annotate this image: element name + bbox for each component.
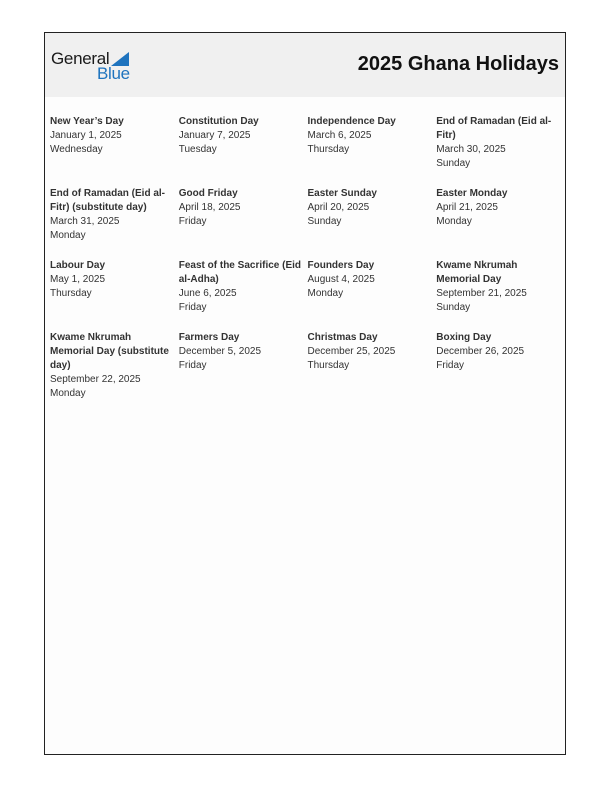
holiday-name: End of Ramadan (Eid al-Fitr)	[436, 116, 552, 141]
holiday-entry	[308, 115, 437, 171]
holiday-entry	[50, 331, 179, 401]
holiday-name: Christmas Day	[307, 332, 378, 343]
holiday-entry	[436, 331, 565, 401]
holiday-name: New Year’s Day	[50, 116, 124, 127]
holiday-name: Kwame Nkrumah Memorial Day (substitute day)	[50, 332, 169, 371]
holiday-name: Boxing Day	[436, 332, 492, 343]
holiday-name: Easter Sunday	[307, 188, 377, 199]
holiday-weekday: Monday	[50, 388, 86, 399]
holiday-entry	[436, 259, 565, 315]
holiday-date: April 20, 2025	[307, 202, 370, 213]
holiday-weekday: Sunday	[307, 216, 342, 227]
holiday-weekday: Thursday	[50, 288, 92, 299]
holiday-weekday: Tuesday	[178, 144, 217, 155]
holiday-name: Farmers Day	[178, 332, 240, 343]
holiday-row	[50, 331, 565, 401]
holiday-date: April 21, 2025	[436, 202, 498, 213]
holiday-entry	[50, 115, 179, 171]
holiday-weekday: Friday	[178, 302, 207, 313]
holiday-date: January 7, 2025	[178, 130, 251, 141]
holiday-weekday: Friday	[178, 216, 207, 227]
holiday-name: Good Friday	[178, 188, 238, 199]
holiday-date: December 26, 2025	[436, 346, 525, 357]
holiday-date: September 22, 2025	[50, 374, 141, 385]
holiday-date: March 6, 2025	[307, 130, 372, 141]
holiday-entry	[179, 115, 308, 171]
holiday-date: May 1, 2025	[50, 274, 106, 285]
calendar-page	[44, 32, 566, 755]
holiday-weekday: Monday	[307, 288, 344, 299]
holiday-weekday: Friday	[436, 360, 465, 371]
holiday-weekday: Thursday	[307, 360, 350, 371]
holiday-entry	[308, 187, 437, 243]
holiday-weekday: Monday	[50, 230, 86, 241]
generalblue-logo	[51, 49, 141, 83]
holiday-entry	[179, 259, 308, 315]
holiday-name: Constitution Day	[178, 116, 259, 127]
holiday-entry	[179, 187, 308, 243]
holiday-date: December 25, 2025	[307, 346, 396, 357]
holiday-date: June 6, 2025	[178, 288, 237, 299]
holiday-entry	[308, 331, 437, 401]
holiday-name: End of Ramadan (Eid al-Fitr) (substitute day)	[50, 188, 166, 213]
logo-text-blue: Blue	[97, 64, 130, 83]
holiday-name: Feast of the Sacrifice (Eid al-Adha)	[178, 260, 302, 285]
holiday-weekday: Wednesday	[50, 144, 103, 155]
holiday-name: Easter Monday	[436, 188, 508, 199]
holiday-name: Labour Day	[50, 260, 106, 271]
holiday-name: Kwame Nkrumah Memorial Day	[436, 260, 518, 285]
holiday-entry	[179, 331, 308, 401]
holiday-weekday: Sunday	[436, 158, 471, 169]
holiday-weekday: Thursday	[307, 144, 350, 155]
holiday-date: December 5, 2025	[178, 346, 262, 357]
holiday-date: September 21, 2025	[436, 288, 527, 299]
holiday-weekday: Sunday	[436, 302, 471, 313]
holiday-date: March 30, 2025	[436, 144, 506, 155]
holiday-name: Independence Day	[307, 116, 396, 127]
holiday-weekday: Monday	[436, 216, 472, 227]
holiday-date: August 4, 2025	[307, 274, 375, 285]
page-title: 2025 Ghana Holidays	[357, 53, 559, 75]
holiday-row	[50, 259, 565, 315]
logo-text-general: General	[51, 49, 110, 68]
holiday-weekday: Friday	[178, 360, 207, 371]
page-header	[45, 33, 565, 97]
holiday-entry	[50, 259, 179, 315]
holiday-row	[50, 187, 565, 243]
holiday-entry	[436, 187, 565, 243]
holiday-row	[50, 115, 565, 171]
holiday-name: Founders Day	[307, 260, 375, 271]
holiday-grid	[50, 115, 565, 417]
holiday-date: January 1, 2025	[50, 130, 122, 141]
holiday-date: March 31, 2025	[50, 216, 120, 227]
holiday-date: April 18, 2025	[178, 202, 241, 213]
holiday-entry	[308, 259, 437, 315]
holiday-entry	[436, 115, 565, 171]
holiday-entry	[50, 187, 179, 243]
